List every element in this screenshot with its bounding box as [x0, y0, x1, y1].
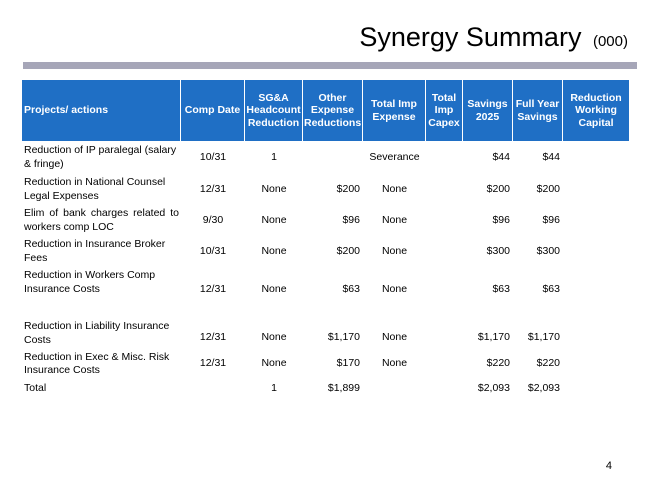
title-text: Synergy Summary	[359, 22, 582, 52]
other-expense-cell: $200	[336, 182, 360, 195]
full-year-savings-total: $2,093	[527, 382, 560, 395]
comp-date-cell: 12/31	[199, 357, 227, 370]
working-capital-cell	[563, 312, 629, 348]
title-units: (000)	[592, 33, 628, 50]
project-cell: Elim of bank charges related to workers comp LOC	[24, 207, 179, 233]
table-header-row	[22, 80, 629, 141]
full-year-savings-cell: $44	[542, 150, 560, 163]
header-comp-date: Comp Date	[181, 80, 245, 141]
headcount-cell: None	[261, 330, 287, 343]
full-year-savings-cell: $200	[536, 182, 560, 195]
imp-expense-cell: None	[381, 182, 408, 195]
comp-date-cell: 12/31	[199, 182, 227, 195]
other-expense-cell: $63	[342, 282, 360, 295]
project-cell: Reduction in Exec & Misc. Risk Insurance Costs	[24, 350, 170, 376]
working-capital-cell	[563, 236, 629, 267]
imp-expense-cell: None	[381, 357, 408, 370]
table-row	[22, 174, 629, 205]
imp-capex-cell	[426, 236, 463, 267]
comp-date-cell: 10/31	[199, 150, 227, 163]
other-expense-cell: $1,170	[327, 330, 360, 343]
savings-2025-total: $2,093	[477, 382, 510, 395]
full-year-savings-cell: $96	[542, 213, 560, 226]
other-expense-cell	[303, 141, 363, 174]
project-cell: Reduction in Workers Comp Insurance Costs	[24, 269, 156, 295]
comp-date-cell: 9/30	[202, 213, 224, 226]
header-projects: Projects/ actions	[22, 80, 181, 141]
imp-expense-cell: None	[381, 213, 408, 226]
other-expense-cell: $96	[342, 213, 360, 226]
imp-expense-cell	[363, 380, 426, 398]
imp-capex-cell	[426, 380, 463, 398]
imp-capex-cell	[426, 205, 463, 236]
imp-capex-cell	[426, 174, 463, 205]
imp-expense-cell: None	[381, 282, 408, 295]
savings-2025-cell: $300	[486, 244, 510, 257]
savings-2025-cell: $200	[486, 182, 510, 195]
table-row	[22, 141, 629, 174]
imp-capex-cell	[426, 348, 463, 380]
table-row	[22, 348, 629, 380]
header-total-imp-expense: Total Imp Expense	[363, 80, 426, 141]
table-row	[22, 205, 629, 236]
comp-date-cell	[181, 380, 245, 398]
imp-capex-cell	[426, 267, 463, 312]
table-row	[22, 267, 629, 312]
synergy-table	[22, 80, 629, 398]
working-capital-cell	[563, 141, 629, 174]
table-row	[22, 236, 629, 267]
headcount-cell: 1	[271, 150, 277, 163]
header-total-imp-capex: Total Imp Capex	[426, 80, 463, 141]
project-cell: Reduction in National Counsel Legal Expenses	[24, 176, 166, 202]
working-capital-cell	[563, 348, 629, 380]
imp-capex-cell	[426, 141, 463, 174]
header-reduction-working-capital: Reduction Working Capital	[563, 80, 629, 141]
savings-2025-cell: $63	[492, 282, 510, 295]
slide-title	[359, 22, 628, 53]
project-cell: Reduction in Insurance Broker Fees	[24, 238, 166, 264]
imp-expense-cell: Severance	[369, 150, 420, 163]
table-row-total	[22, 380, 629, 398]
comp-date-cell: 10/31	[199, 244, 227, 257]
title-divider	[23, 62, 637, 69]
working-capital-cell	[563, 174, 629, 205]
header-savings-2025: Savings 2025	[463, 80, 513, 141]
working-capital-cell	[563, 380, 629, 398]
full-year-savings-cell: $1,170	[527, 330, 560, 343]
imp-expense-cell: None	[381, 244, 408, 257]
imp-expense-cell: None	[381, 330, 408, 343]
headcount-cell: None	[261, 282, 287, 295]
full-year-savings-cell: $300	[536, 244, 560, 257]
savings-2025-cell: $44	[492, 150, 510, 163]
savings-2025-cell: $220	[486, 357, 510, 370]
other-expense-total: $1,899	[327, 382, 360, 395]
headcount-cell: None	[261, 357, 287, 370]
savings-2025-cell: $1,170	[477, 330, 510, 343]
headcount-cell: None	[261, 244, 287, 257]
project-cell: Reduction of IP paralegal (salary & fringe)	[24, 144, 177, 170]
headcount-total: 1	[271, 382, 277, 395]
table-row	[22, 312, 629, 348]
comp-date-cell: 12/31	[199, 330, 227, 343]
imp-capex-cell	[426, 312, 463, 348]
headcount-cell: None	[261, 182, 287, 195]
header-full-year-savings: Full Year Savings	[513, 80, 563, 141]
full-year-savings-cell: $63	[542, 282, 560, 295]
other-expense-cell: $170	[336, 357, 360, 370]
total-label: Total	[24, 382, 47, 395]
working-capital-cell	[563, 205, 629, 236]
header-other-expense-reductions: Other Expense Reductions	[303, 80, 363, 141]
page-number: 4	[605, 460, 612, 472]
comp-date-cell: 12/31	[199, 282, 227, 295]
full-year-savings-cell: $220	[536, 357, 560, 370]
project-cell: Reduction in Liability Insurance Costs	[24, 320, 170, 346]
working-capital-cell	[563, 267, 629, 312]
savings-2025-cell: $96	[492, 213, 510, 226]
header-headcount-reduction: SG&A Headcount Reduction	[245, 80, 303, 141]
other-expense-cell: $200	[336, 244, 360, 257]
headcount-cell: None	[261, 213, 287, 226]
